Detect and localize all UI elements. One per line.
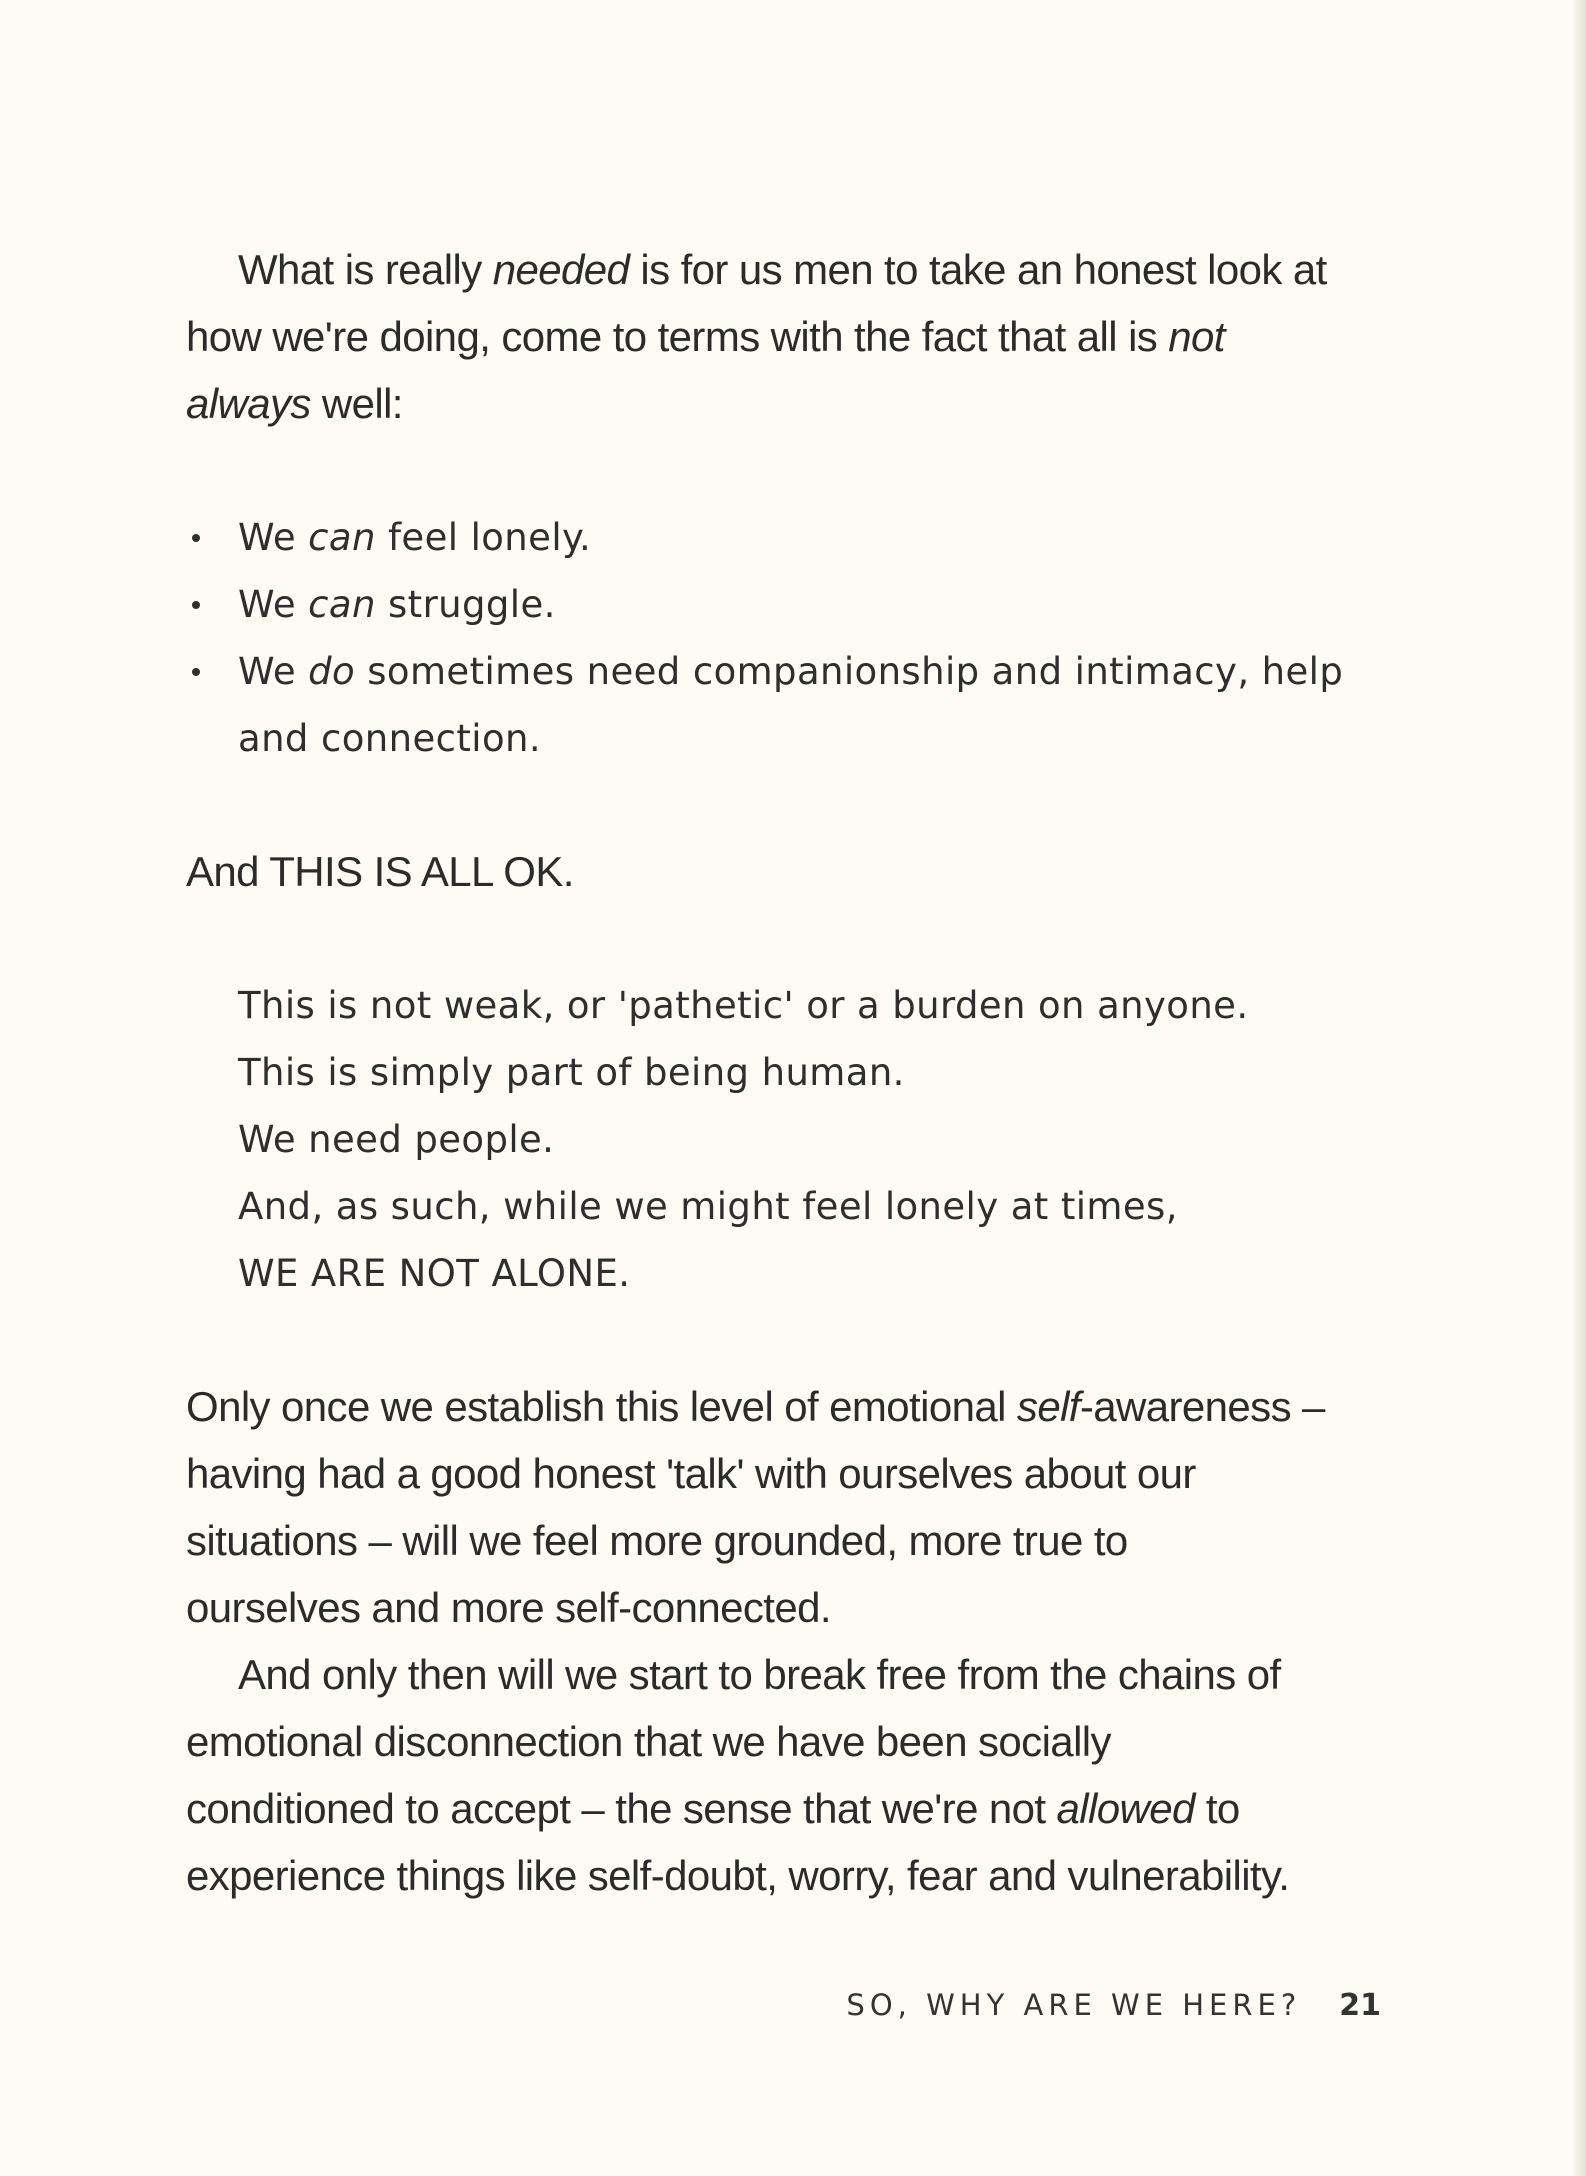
text-run: sometimes need companionship and intimacy, help xyxy=(355,650,1344,693)
statement-text: And THIS IS ALL OK. xyxy=(186,848,574,895)
intro-line-2 xyxy=(186,303,1386,370)
emphasis-do: do xyxy=(308,650,356,693)
text-run: is for us men to take an honest look at xyxy=(629,246,1327,293)
emphasis-self: self xyxy=(1016,1383,1080,1430)
bullet-icon xyxy=(192,601,200,609)
quote-line: This is not weak, or 'pathetic' or a burden on anyone. xyxy=(238,984,1249,1027)
list-item xyxy=(186,504,1386,571)
text-run: What is really xyxy=(238,246,493,293)
text-run: well: xyxy=(310,380,403,427)
bullet-icon xyxy=(192,668,200,676)
page-footer xyxy=(846,1988,1381,2023)
awareness-line-3: situations – will we feel more grounded, more true to xyxy=(186,1517,1128,1564)
list-item xyxy=(186,571,1386,638)
break-free-line-4: experience things like self-doubt, worry, fear and vulnerability. xyxy=(186,1852,1290,1899)
break-free-paragraph xyxy=(186,1641,1386,1909)
awareness-line-2: having had a good honest 'talk' with ourselves about our xyxy=(186,1450,1196,1497)
page-number: 21 xyxy=(1339,1988,1381,2023)
text-run: We xyxy=(238,650,309,693)
text-run: conditioned to accept – the sense that we're not xyxy=(186,1785,1057,1832)
running-head: SO, WHY ARE WE HERE? xyxy=(846,1988,1302,2022)
text-run: how we're doing, come to terms with the fact that all is xyxy=(186,313,1169,360)
text-run: Only once we establish this level of emotional xyxy=(186,1383,1017,1430)
list-item xyxy=(186,638,1386,772)
emphasis-always: always xyxy=(186,380,311,427)
quote-line: And, as such, while we might feel lonely at times, xyxy=(238,1185,1178,1228)
text-run: and connection. xyxy=(238,717,541,760)
text-run: We xyxy=(238,516,309,559)
emphasis-can: can xyxy=(308,516,376,559)
quote-block xyxy=(238,972,1388,1307)
bullet-icon xyxy=(192,534,200,542)
emphasis-not: not xyxy=(1168,313,1225,360)
awareness-line-4: ourselves and more self-connected. xyxy=(186,1584,831,1631)
quote-line: WE ARE NOT ALONE. xyxy=(238,1252,631,1295)
break-free-line-3 xyxy=(186,1775,1386,1842)
text-run: to xyxy=(1194,1785,1240,1832)
statement-line xyxy=(186,838,1386,905)
break-free-line-2: emotional disconnection that we have been socially xyxy=(186,1718,1111,1765)
text-run: -awareness – xyxy=(1079,1383,1325,1430)
intro-line-3 xyxy=(186,370,1386,437)
bullet-list xyxy=(186,504,1386,772)
awareness-paragraph xyxy=(186,1373,1386,1641)
page-edge-shadow xyxy=(1572,0,1586,2176)
emphasis-needed: needed xyxy=(492,246,630,293)
intro-paragraph xyxy=(186,236,1386,437)
quote-line: This is simply part of being human. xyxy=(238,1051,905,1094)
quote-line: We need people. xyxy=(238,1118,555,1161)
intro-line-1 xyxy=(186,236,1386,303)
awareness-line-1 xyxy=(186,1373,1386,1440)
text-run: We xyxy=(238,583,309,626)
text-run: struggle. xyxy=(375,583,556,626)
text-run: feel lonely. xyxy=(375,516,592,559)
emphasis-can: can xyxy=(308,583,376,626)
break-free-line-1: And only then will we start to break free from the chains of xyxy=(238,1651,1281,1698)
emphasis-allowed: allowed xyxy=(1056,1785,1195,1832)
